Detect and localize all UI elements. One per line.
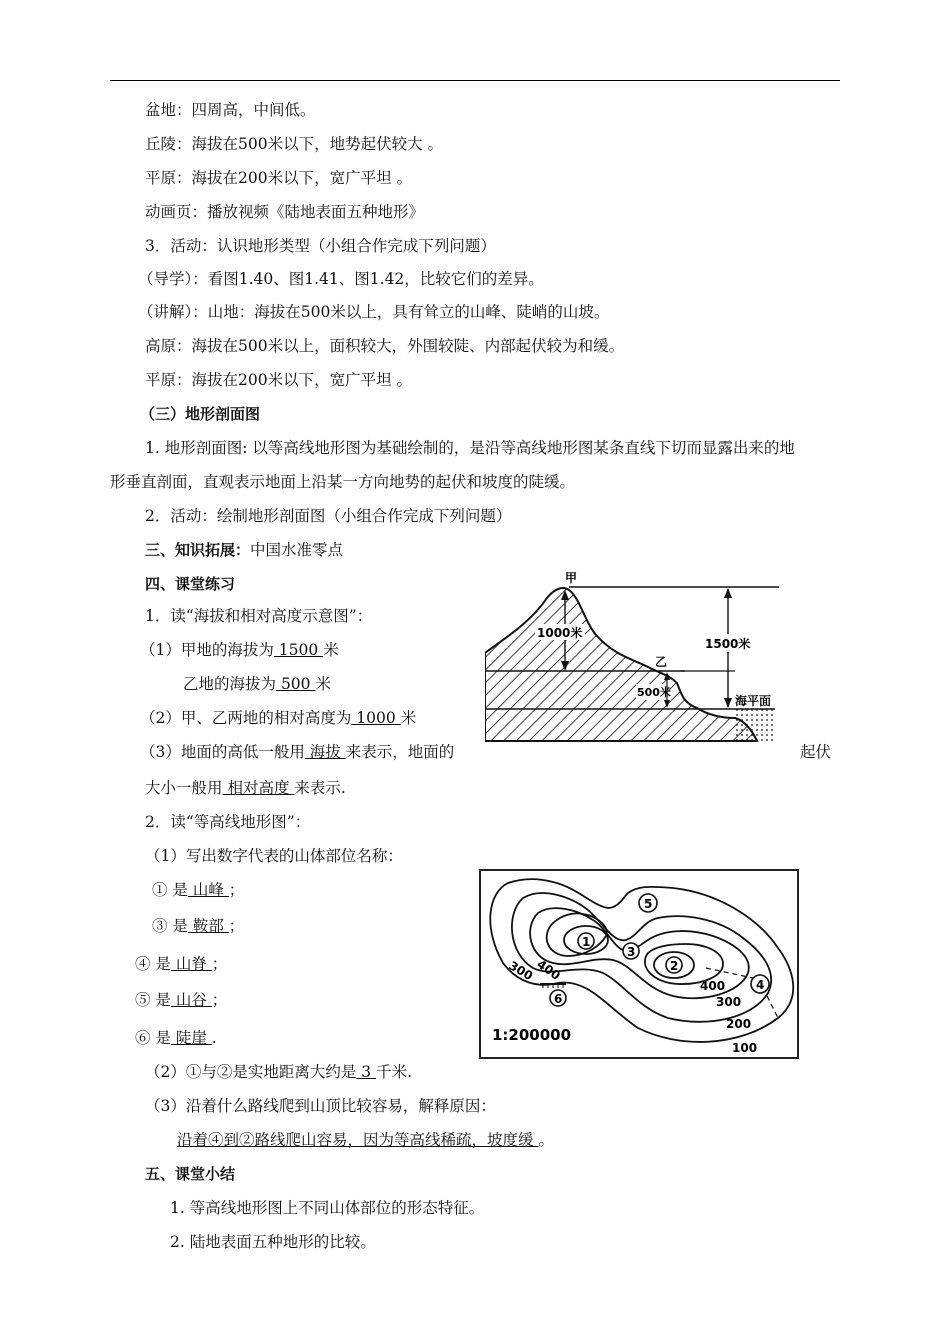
suffix: 来表示.: [294, 779, 346, 797]
suffix: 来表示，地面的: [345, 743, 455, 761]
answer-line: [140, 742, 454, 762]
text-line: 1. 地形剖面图: 以等高线地形图为基础绘制的，是沿等高线地形图某条直线下切而显露出来的地: [145, 439, 795, 457]
text-line: 平原：海拔在200米以下，宽广平坦 。: [145, 169, 413, 187]
answer-line: [140, 708, 416, 728]
text-line: 盆地：四周高，中间低。: [145, 101, 316, 119]
prompt: 乙地的海拔为: [183, 675, 277, 693]
answer-line: [140, 640, 339, 660]
contour-label-200: 200: [726, 1017, 752, 1031]
suffix: ；: [211, 955, 228, 973]
answer-line: [135, 1028, 217, 1048]
prompt: （2）甲、乙两地的相对高度为: [140, 709, 352, 727]
question: 1．读“海拔和相对高度示意图”：: [145, 607, 373, 625]
prompt: （1）甲地的海拔为: [140, 641, 274, 659]
question: （1）写出数字代表的山体部位名称：: [145, 847, 403, 865]
marker-6-label: 6: [554, 992, 563, 1006]
question: 2．读“等高线地形图”：: [145, 813, 311, 831]
prompt: ⑥ 是: [135, 1029, 171, 1047]
marker-2: [666, 957, 682, 973]
answer-line: [145, 1062, 412, 1082]
suffix: 米: [315, 675, 331, 693]
mountain-profile: [485, 588, 757, 741]
answer: 海拔: [304, 743, 346, 761]
question: （3）沿着什么路线爬到山顶比较容易，解释原因：: [145, 1097, 496, 1115]
text-line: 动画页：播放视频《陆地表面五种地形》: [145, 203, 425, 221]
text-line: 平原：海拔在200米以下，宽广平坦 。: [145, 371, 413, 389]
marker-3-label: 3: [627, 945, 636, 959]
text-line: 丘陵：海拔在500米以下，地势起伏较大 。: [145, 135, 444, 153]
marker-6: [550, 990, 566, 1006]
prompt: （3）地面的高低一般用: [140, 743, 305, 761]
label-sea-level: 海平面: [735, 694, 772, 708]
answer: 山峰: [187, 881, 229, 899]
label-1000: 1000米: [537, 626, 583, 640]
marker-5: [639, 894, 657, 912]
contour-label-400a: 400: [534, 956, 563, 983]
suffix: 千米.: [376, 1063, 413, 1081]
contour-label-100: 100: [732, 1041, 758, 1055]
prompt: 大小一般用: [145, 779, 223, 797]
prompt: （2）①与②是实地距离大约是: [145, 1063, 357, 1081]
prompt: ① 是: [152, 881, 188, 899]
label-1500: 1500米: [705, 637, 751, 651]
marker-1: [578, 933, 594, 949]
suffix: 米: [323, 641, 339, 659]
answer: 沿着④到②路线爬山容易，因为等高线稀疏，坡度缓: [177, 1131, 539, 1149]
text-line: 高原：海拔在500米以上，面积较大，外围较陡、内部起伏较为和缓。: [145, 337, 625, 355]
suffix: .: [211, 1029, 217, 1047]
answer: 3: [356, 1063, 377, 1081]
section-heading: （三）地形剖面图: [140, 405, 261, 423]
suffix: ；: [211, 991, 228, 1009]
answer: 500: [276, 675, 316, 693]
answer-line: [183, 674, 331, 694]
sea-area: [735, 709, 775, 741]
answer-line: [145, 778, 346, 798]
section-heading: 四、课堂练习: [145, 575, 236, 593]
suffix: ；: [228, 881, 245, 899]
answer: 相对高度: [222, 779, 295, 797]
answer-line: [152, 880, 244, 900]
answer: 1500: [273, 641, 324, 659]
marker-3: [623, 943, 639, 959]
text-line: （导学）：看图1.40、图1.41、图1.42，比较它们的差异。: [138, 270, 544, 288]
text-line: 起伏: [800, 743, 832, 761]
label-jia: 甲: [565, 571, 578, 585]
prompt: ④ 是: [135, 955, 171, 973]
marker-2-label: 2: [670, 959, 679, 973]
prompt: ⑤ 是: [135, 991, 171, 1009]
label-500: 500米: [637, 686, 671, 699]
prompt: ③ 是: [152, 917, 188, 935]
heading-rest: 中国水准零点: [250, 541, 344, 559]
answer: 1000: [351, 709, 401, 727]
answer: 陡崖: [170, 1029, 212, 1047]
marker-1-label: 1: [582, 935, 591, 949]
altitude-diagram: [485, 568, 785, 746]
suffix: 。: [538, 1131, 554, 1149]
answer-line: [135, 954, 227, 974]
summary-item: 1. 等高线地形图上不同山体部位的形态特征。: [170, 1199, 485, 1217]
text-line: 2．活动：绘制地形剖面图（小组合作完成下列问题）: [145, 507, 512, 525]
contour-label-300b: 300: [716, 995, 742, 1009]
summary-item: 2. 陆地表面五种地形的比较。: [170, 1233, 376, 1251]
marker-4: [751, 975, 769, 993]
text-line: （讲解）：山地：海拔在500米以上，具有耸立的山峰、陡峭的山坡。: [138, 303, 610, 321]
text-line: 形垂直剖面，直观表示地面上沿某一方向地势的起伏和坡度的陡缓。: [110, 473, 576, 491]
label-yi: 乙: [655, 655, 668, 669]
text-line: 3．活动：认识地形类型（小组合作完成下列问题）: [145, 237, 496, 255]
suffix: 米: [400, 709, 417, 727]
answer-line: [135, 990, 227, 1010]
contour-map: [478, 868, 802, 1062]
answer-line: [152, 916, 244, 936]
marker-4-label: 4: [756, 978, 765, 992]
answer: 鞍部: [187, 917, 229, 935]
header-rule: [110, 80, 840, 81]
section-heading: 五、课堂小结: [145, 1165, 236, 1183]
scale-label: 1:200000: [492, 1026, 572, 1044]
marker-5-label: 5: [644, 897, 653, 911]
answer: 山脊: [170, 955, 212, 973]
contour-label-400b: 400: [700, 979, 726, 993]
section-heading: [145, 540, 343, 560]
answer: 山谷: [170, 991, 212, 1009]
heading-bold: 三、知识拓展：: [145, 541, 251, 559]
answer-line: [177, 1130, 554, 1150]
suffix: ；: [228, 917, 245, 935]
contour-label-300a: 300: [506, 958, 536, 984]
